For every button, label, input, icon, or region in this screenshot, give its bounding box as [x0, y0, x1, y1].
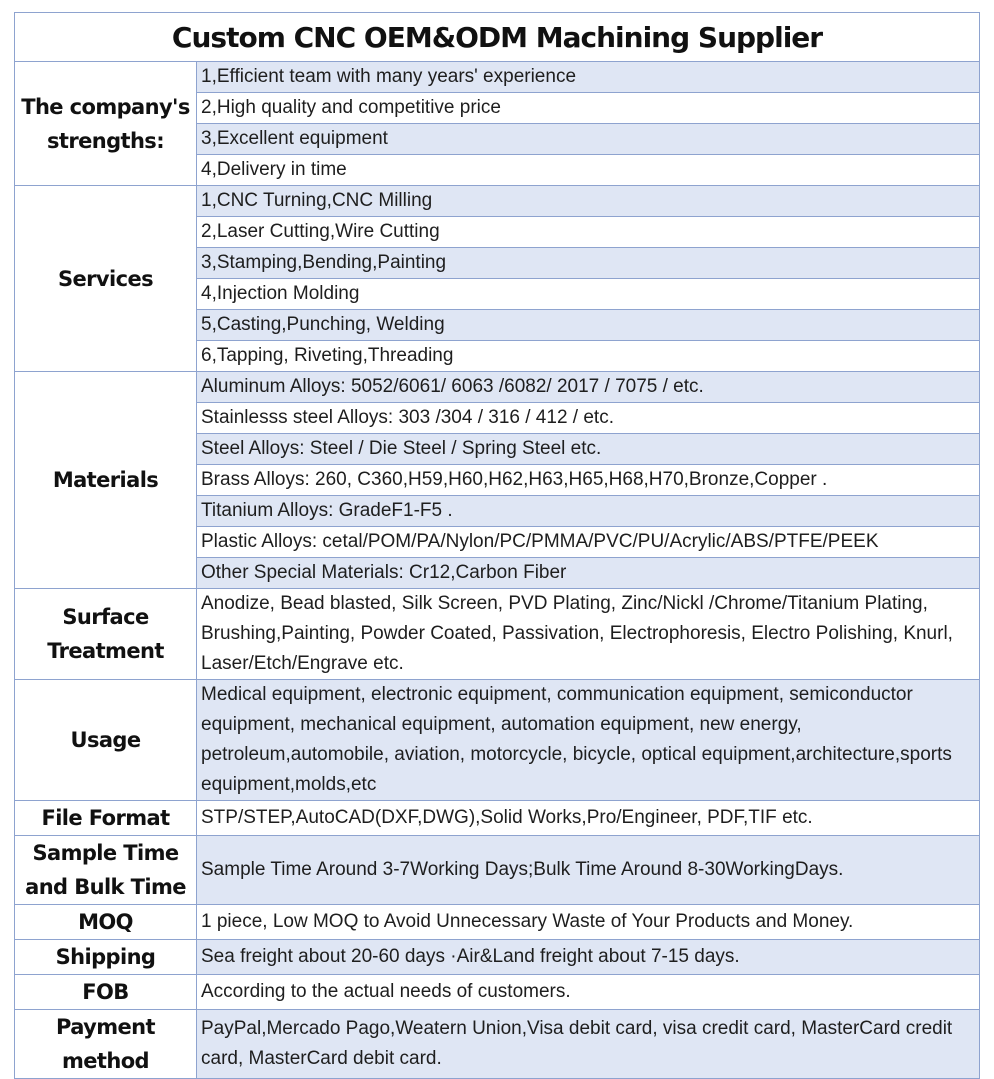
materials-item: Plastic Alloys: cetal/POM/PA/Nylon/PC/PMMA/PVC/PU/Acrylic/ABS/PTFE/PEEK	[197, 527, 980, 558]
shipping-label: Shipping	[15, 940, 197, 975]
usage-label: Usage	[15, 680, 197, 801]
fob-row	[15, 975, 980, 1010]
shipping-value: Sea freight about 20-60 days ·Air&Land freight about 7-15 days.	[197, 940, 980, 975]
fob-label: FOB	[15, 975, 197, 1010]
moq-label: MOQ	[15, 905, 197, 940]
sample-time-row	[15, 836, 980, 905]
sample-time-label: Sample Time and Bulk Time	[15, 836, 197, 905]
services-item: 3,Stamping,Bending,Painting	[197, 248, 980, 279]
fob-value: According to the actual needs of customers.	[197, 975, 980, 1010]
strengths-row-1	[15, 62, 980, 93]
materials-item: Other Special Materials: Cr12,Carbon Fiber	[197, 558, 980, 589]
services-item: 5,Casting,Punching, Welding	[197, 310, 980, 341]
services-item: 2,Laser Cutting,Wire Cutting	[197, 217, 980, 248]
sample-time-value: Sample Time Around 3-7Working Days;Bulk Time Around 8-30WorkingDays.	[197, 836, 980, 905]
usage-row	[15, 680, 980, 801]
materials-item: Aluminum Alloys: 5052/6061/ 6063 /6082/ 2017 / 7075 / etc.	[197, 372, 980, 403]
shipping-row	[15, 940, 980, 975]
services-item: 1,CNC Turning,CNC Milling	[197, 186, 980, 217]
file-format-label: File Format	[15, 801, 197, 836]
materials-label: Materials	[15, 372, 197, 589]
strengths-item: 3,Excellent equipment	[197, 124, 980, 155]
strengths-label: The company's strengths:	[15, 62, 197, 186]
payment-value: PayPal,Mercado Pago,Weatern Union,Visa debit card, visa credit card, MasterCard credit card, MasterCard debit card.	[197, 1010, 980, 1079]
moq-row	[15, 905, 980, 940]
materials-row-1	[15, 372, 980, 403]
services-label: Services	[15, 186, 197, 372]
file-format-row	[15, 801, 980, 836]
title-row	[15, 13, 980, 62]
spec-table	[14, 12, 980, 1079]
services-row-1	[15, 186, 980, 217]
strengths-item: 1,Efficient team with many years' experience	[197, 62, 980, 93]
payment-label: Payment method	[15, 1010, 197, 1079]
moq-value: 1 piece, Low MOQ to Avoid Unnecessary Waste of Your Products and Money.	[197, 905, 980, 940]
strengths-item: 2,High quality and competitive price	[197, 93, 980, 124]
surface-label: Surface Treatment	[15, 589, 197, 680]
materials-item: Stainlesss steel Alloys: 303 /304 / 316 / 412 / etc.	[197, 403, 980, 434]
spec-table-container	[14, 12, 979, 1079]
file-format-value: STP/STEP,AutoCAD(DXF,DWG),Solid Works,Pro/Engineer, PDF,TIF etc.	[197, 801, 980, 836]
surface-value: Anodize, Bead blasted, Silk Screen, PVD Plating, Zinc/Nickl /Chrome/Titanium Plating, Brushing,Painting, Powder Coated, Passivation, Electrophoresis, Electro Polishing, Knurl, Laser/Etch/Engrave etc.	[197, 589, 980, 680]
usage-value: Medical equipment, electronic equipment, communication equipment, semiconductor equipment, mechanical equipment, automation equipment, new energy, petroleum,automobile, aviation, motorcycle, bicycle, optical equipment,architecture,sports equipment,molds,etc	[197, 680, 980, 801]
payment-row	[15, 1010, 980, 1079]
table-title: Custom CNC OEM&ODM Machining Supplier	[15, 13, 980, 62]
strengths-item: 4,Delivery in time	[197, 155, 980, 186]
materials-item: Steel Alloys: Steel / Die Steel / Spring Steel etc.	[197, 434, 980, 465]
surface-row	[15, 589, 980, 680]
services-item: 6,Tapping, Riveting,Threading	[197, 341, 980, 372]
materials-item: Brass Alloys: 260, C360,H59,H60,H62,H63,H65,H68,H70,Bronze,Copper .	[197, 465, 980, 496]
services-item: 4,Injection Molding	[197, 279, 980, 310]
materials-item: Titanium Alloys: GradeF1-F5 .	[197, 496, 980, 527]
